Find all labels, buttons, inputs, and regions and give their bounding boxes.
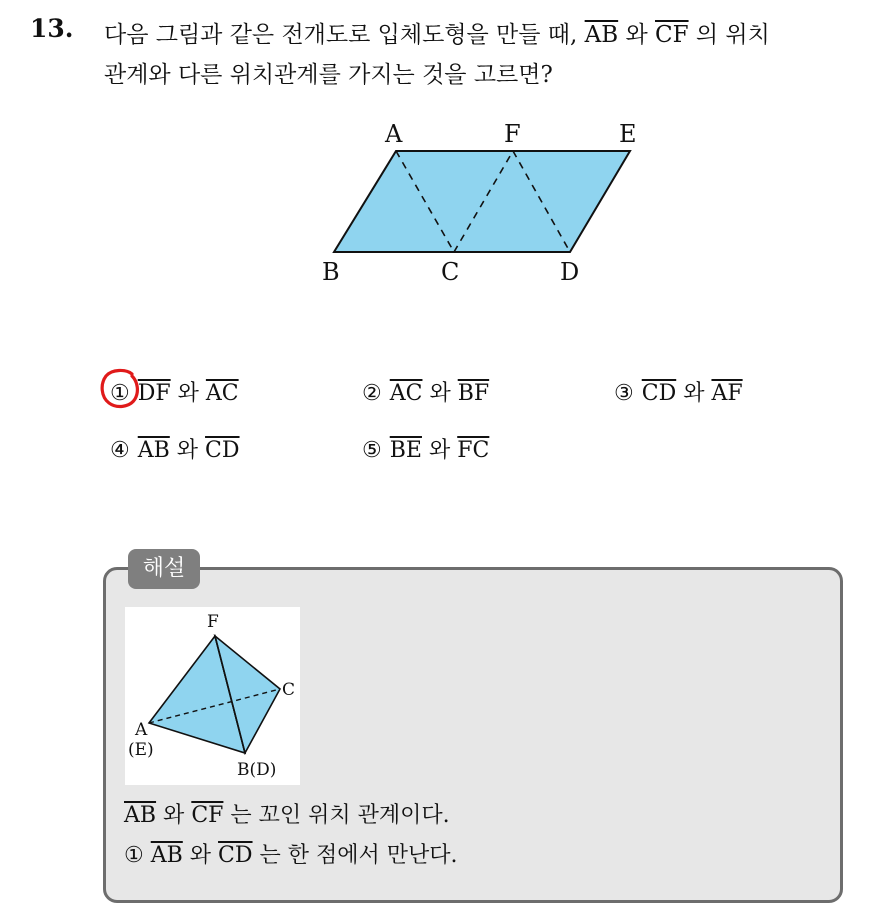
- choice-number: ⑤: [362, 438, 382, 463]
- solid-label-c: C: [282, 680, 296, 700]
- label-e: E: [619, 120, 637, 148]
- tetrahedron-figure: [125, 607, 300, 785]
- choice-segment: $\overline{CD}$: [641, 381, 677, 406]
- expl-conj: 와: [156, 803, 192, 828]
- segment-cf: $\overline{CF}$: [655, 22, 689, 48]
- choice-segment: $\overline{AB}$: [137, 438, 170, 463]
- choice-3[interactable]: [614, 376, 743, 407]
- question-text-end: 의 위치: [688, 22, 770, 48]
- explanation-line-2: [124, 838, 458, 869]
- question-text: 다음 그림과 같은 전개도로 입체도형을 만들 때,: [104, 22, 585, 48]
- choice-1[interactable]: [110, 376, 239, 407]
- question-line-1: [104, 16, 770, 49]
- choice-number: ②: [362, 381, 382, 406]
- choice-number: ①: [110, 381, 130, 406]
- choice-segment: $\overline{AF}$: [711, 381, 743, 406]
- choice-2[interactable]: [362, 376, 489, 407]
- choice-4[interactable]: [110, 433, 240, 464]
- segment-ab: $\overline{AB}$: [584, 22, 619, 48]
- choice-number: ④: [110, 438, 130, 463]
- expl-segment: $\overline{AB}$: [150, 843, 183, 868]
- choice-number: ③: [614, 381, 634, 406]
- choice-segment: $\overline{FC}$: [457, 438, 490, 463]
- choice-conj: 와: [676, 381, 712, 406]
- solid-label-e: (E): [128, 740, 154, 760]
- choice-segment: $\overline{AC}$: [205, 381, 239, 406]
- choice-segment: $\overline{CD}$: [205, 438, 240, 463]
- expl-text: 는 한 점에서 만난다.: [252, 843, 458, 868]
- expl-segment: $\overline{AB}$: [124, 803, 157, 828]
- label-f: F: [504, 120, 521, 148]
- choice-conj: 와: [421, 438, 458, 463]
- choice-conj: 와: [422, 381, 458, 406]
- label-c: C: [441, 258, 460, 286]
- explanation-tag: 해설: [128, 549, 200, 589]
- expl-number: ①: [124, 843, 144, 868]
- label-b: B: [322, 258, 340, 286]
- explanation-line-1: [124, 798, 450, 829]
- label-a: A: [385, 120, 403, 148]
- tetrahedron-svg: [125, 607, 300, 785]
- conjunction: 와: [618, 22, 655, 48]
- choice-conj: 와: [170, 381, 206, 406]
- choice-segment: $\overline{AC}$: [389, 381, 423, 406]
- question-line-2: 관계와 다른 위치관계를 가지는 것을 고르면?: [104, 62, 553, 88]
- parallelogram-net: [334, 151, 630, 252]
- net-figure: [318, 118, 648, 288]
- expl-segment: $\overline{CF}$: [191, 803, 224, 828]
- expl-conj: 와: [182, 843, 219, 868]
- solid-label-bd: B(D): [237, 760, 277, 780]
- choice-conj: 와: [169, 438, 206, 463]
- choice-5[interactable]: [362, 433, 489, 464]
- expl-text: 는 꼬인 위치 관계이다.: [223, 803, 450, 828]
- choice-segment: $\overline{BF}$: [457, 381, 490, 406]
- expl-segment: $\overline{CD}$: [218, 843, 253, 868]
- choice-segment: $\overline{BE}$: [389, 438, 422, 463]
- choice-segment: $\overline{DF}$: [137, 381, 171, 406]
- label-d: D: [560, 258, 580, 286]
- question-number: 13.: [30, 14, 74, 43]
- solid-label-f: F: [207, 612, 219, 632]
- solid-label-a: A: [135, 720, 148, 740]
